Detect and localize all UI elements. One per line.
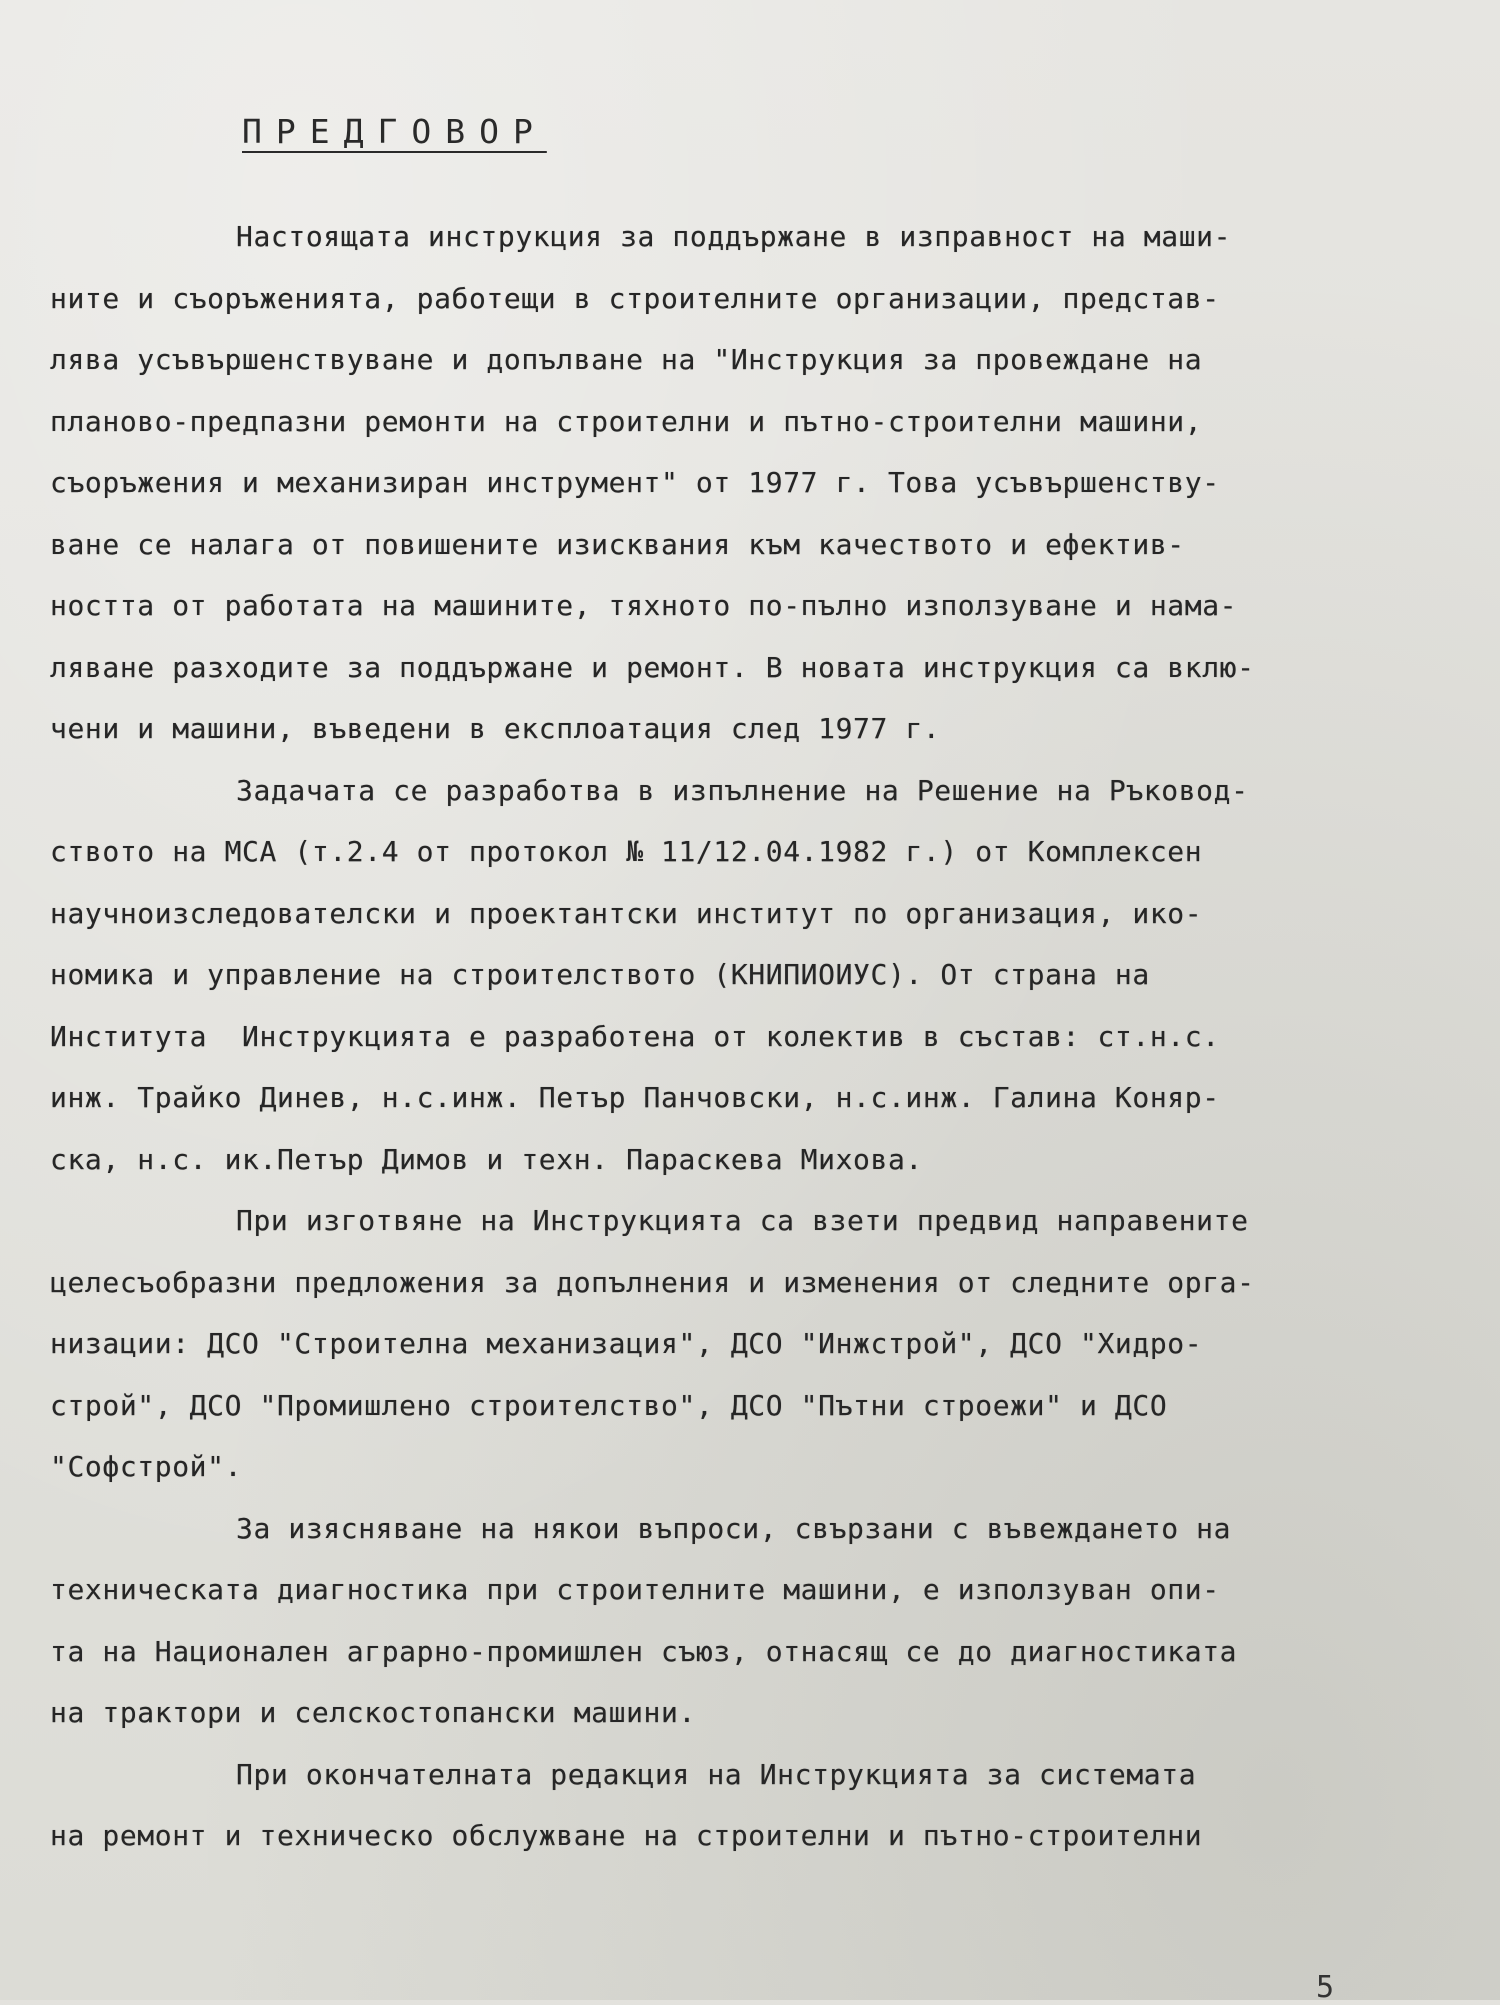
text-line: номика и управление на строителството (КНИПИОИУС). От страна на xyxy=(50,958,1150,991)
text-line: За изясняване на някои въпроси, свързани с въвеждането на xyxy=(236,1511,1232,1545)
text-line: ните и съоръженията, работещи в строителните организации, представ- xyxy=(50,281,1220,315)
text-line: ляване разходите за поддържане и ремонт. В новата инструкция са вклю- xyxy=(50,650,1255,684)
text-line: на ремонт и техническо обслужване на строителни и пътно-строителни xyxy=(50,1819,1203,1852)
text-line: ска, н.с. ик.Петър Димов и техн. Параскева Михова. xyxy=(50,1142,923,1176)
text-line: При окончателната редакция на Инструкцията за системата xyxy=(236,1757,1197,1791)
text-line: инж. Трайко Динев, н.с.инж. Петър Панчовски, н.с.инж. Галина Коняр- xyxy=(50,1081,1220,1114)
text-line: ване се налага от повишените изисквания към качеството и ефектив- xyxy=(50,527,1185,561)
paragraph xyxy=(50,1190,1420,1498)
text-line: При изготвяне на Инструкцията са взети предвид направените xyxy=(236,1204,1249,1237)
text-line: ността от работата на машините, тяхното по-пълно използуване и нама- xyxy=(50,589,1238,622)
paragraph xyxy=(50,760,1420,1191)
text-line: ството на МСА (т.2.4 от протокол № 11/12.04.1982 г.) от Комплексен xyxy=(50,835,1203,868)
paragraph xyxy=(50,1744,1420,1867)
text-line: научноизследователски и проектантски институт по организация, ико- xyxy=(50,896,1203,930)
page-title: ПРЕДГОВОР xyxy=(242,112,547,151)
text-line: строй", ДСО "Промишлено строителство", ДСО "Пътни строежи" и ДСО xyxy=(50,1388,1168,1422)
text-line: техническата диагностика при строителните машини, е използуван опи- xyxy=(50,1573,1220,1606)
text-line: Настоящата инструкция за поддържане в изправност на маши- xyxy=(236,220,1232,253)
text-line: съоръжения и механизиран инструмент" от 1977 г. Това усъвършенству- xyxy=(50,466,1220,499)
text-line: планово-предпазни ремонти на строителни и пътно-строителни машини, xyxy=(50,404,1203,438)
text-line: низации: ДСО "Строителна механизация", ДСО "Инжстрой", ДСО "Хидро- xyxy=(50,1327,1203,1360)
page-number: 5 xyxy=(1316,1970,1335,2005)
text-line: целесъобразни предложения за допълнения и изменения от следните орга- xyxy=(50,1265,1255,1299)
paragraph xyxy=(50,1498,1420,1744)
text-line: та на Национален аграрно-промишлен съюз, отнасящ се до диагностиката xyxy=(50,1634,1238,1668)
text-line: чени и машини, въведени в експлоатация след 1977 г. xyxy=(50,712,941,745)
text-line: Задачата се разработва в изпълнение на Решение на Ръковод- xyxy=(236,773,1249,807)
text-line: на трактори и селскостопански машини. xyxy=(50,1696,696,1729)
paragraph xyxy=(50,206,1420,760)
text-line: "Софстрой". xyxy=(50,1450,243,1483)
preface-body xyxy=(50,206,1420,1867)
text-line: Института Инструкцията е разработена от колектив в състав: ст.н.с. xyxy=(50,1019,1220,1053)
text-line: лява усъвършенствуване и допълване на "Инструкция за провеждане на xyxy=(50,343,1203,376)
